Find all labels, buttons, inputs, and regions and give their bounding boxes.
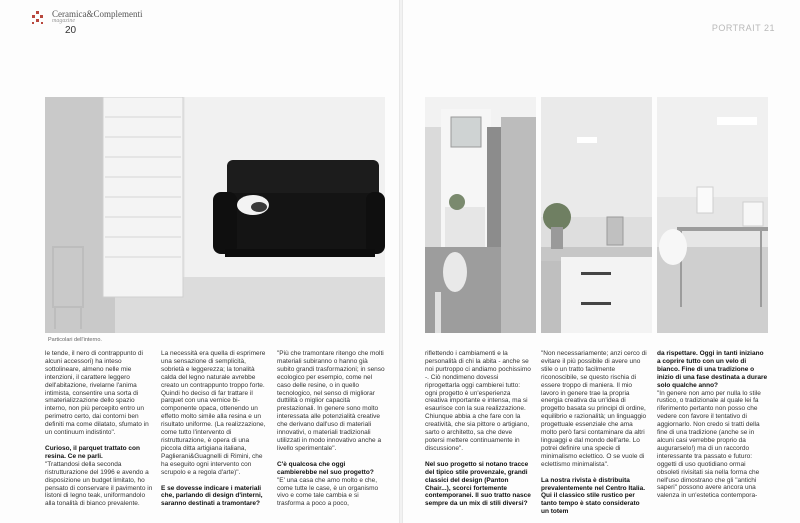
interview-question: C'è qualcosa che oggi cambierebbe nel suo progetto?: [277, 460, 374, 476]
body-paragraph: "In genere non amo per nulla lo stile rustico, o tradizionale al quale lei fa riferimento pertanto non posso che vedere con favore il tentativo di aggiornarlo. Non credo si tratti della fine di una tradizione (anche se in alcuni casi verrebbe proprio da augurarselo!) ma di un raccordo interessante tra passato e futuro: oggetti di uso quotidiano ormai obsoleti rivisitati sia nella forma che nell'uso dimostrano che gli "antichi saperi" possono avere ancora una valenza in un'estetica contempora-: [657, 389, 761, 500]
page-number-left: 20: [65, 25, 77, 36]
interview-question: da rispettare. Oggi in tanti iniziano a coprire tutto con un velo di bianco. Fine di una tradizione o inizio di una fase destinata a durare solo qualche anno?: [657, 350, 768, 389]
photo-kitchen-doorway: [425, 97, 536, 333]
photo-kitchen-counter: [541, 97, 652, 333]
body-paragraph: "Più che tramontare ritengo che molti materiali subiranno o hanno già subito grandi trasformazioni; in senso ecologico per esempio, come nel caso delle resine, o in quello tecnologico, nel senso di migliorar duttilità o miglior capacità prestazionali. In genere sono molto interessata alle potenzialità creative che derivano dall'uso di materiali innovativi, o materiali tradizionali utilizzati in modo innovativo anche a livello sperimentale".: [277, 350, 385, 452]
interview-question: La nostra rivista è distribuita prevalentemente nel Centro Italia. Qui il classico stile rustico per tanto tempo è stato considerato un totem: [541, 476, 646, 516]
text-column-2: [161, 350, 269, 520]
page-gutter: [399, 0, 403, 523]
interview-question: Nel suo progetto si notano tracce del tipico stile provenzale, grandi classici del design (Panton Chair...), scorci fortemente contemporanei. Il suo tratto nasce sempre da un mix di stili diversi?: [425, 460, 531, 508]
text-column-4: [425, 350, 533, 520]
interview-question: Curioso, il parquet trattato con resina. Ce ne parli.: [45, 444, 140, 460]
text-column-5: [541, 350, 649, 520]
section-title-page-number: PORTRAIT 21: [711, 23, 775, 33]
body-paragraph: "Non necessariamente; anzi cerco di evitare il più possibile di avere uno stile o un tratto facilmente riconoscibile, se questo rischia di essere troppo di maniera. Il mio lavoro in genere trae la propria energia creativa da un'idea di progetto basata su principi di ordine, equilibrio e razionalità; un linguaggio progettuale essenziale che ama molto però farsi contaminare da altri linguaggi e dal mondo dell'arte. Lo potrei definire una specie di minimalismo eclettico. O se vuole di eclettismo minimalista".: [541, 350, 647, 468]
photo-living-room-sofa: [45, 97, 385, 333]
magazine-subtitle: magazine: [52, 18, 75, 24]
text-column-1: [45, 350, 153, 520]
interview-question: E se dovesse indicare i materiali che, parlando di design d'interni, saranno destinati a tramontare?: [161, 484, 263, 508]
photo-dining-table: [657, 97, 768, 333]
body-paragraph: le tende, il nero di contrappunto di alcuni accessori) ha inteso sottolineare, almeno nelle mie intenzioni, il carattere leggero dell'abitazione, rivelarne l'anima intimista, consentire una sorta di smaterializzazione dello spazio interno, non più percepito entro un perimetro certo, dai contorni ben definiti ma come dilatato, sfumato in un continuum indistinto".: [45, 350, 149, 437]
body-paragraph: "E' una casa che amo molto e che, come tutte le case, è un organismo vivo e come tale cambia e si trasforma a poco a poco,: [277, 476, 379, 508]
photo-caption: Particolari dell'interno.: [48, 337, 102, 343]
body-paragraph: riflettendo i cambiamenti e la personalità di chi la abita - anche se noi purtroppo ci andiamo pochissimo -. Ciò nondimeno dovessi riprogettarla oggi cambierei tutto: ogni progetto è un'esperienza creativa importante e intensa, ma si esaurisce con la sua realizzazione. Chiunque abbia a che fare con la creatività, che sia pittore o artigiano, sarto o architetto, sa che deve potersi mettere continuamente in discussione".: [425, 350, 531, 452]
text-column-3: [277, 350, 385, 520]
magazine-logo-icon: [30, 10, 46, 26]
body-paragraph: "Trattandosi della seconda ristrutturazione del 1996 e avendo a disposizione un budget limitato, ho pensato di conservare il pavimento in listoni di legno teak, uniformandolo alla tonalità di bianco prevalente.: [45, 460, 153, 508]
magazine-name: Ceramica&Complementi: [52, 9, 143, 19]
text-column-6: [657, 350, 768, 520]
body-paragraph: La necessità era quella di esprimere una sensazione di semplicità, sobrietà e leggerezza; la tonalità calda del legno naturale avrebbe creato un contrappunto troppo forte. Quindi ho deciso di far trattare il parquet con una vernice bi-componente opaca, ottenendo un effetto molto simile alla resina e un risultato uniforme. (La realizzazione, come tutto l'intervento di ristrutturazione, è opera di una piccola ditta artigiana italiana, Paglierani&Guagnelli di Rimini, che ha eseguito ogni intervento con scrupolo e a regola d'arte)".: [161, 350, 266, 476]
